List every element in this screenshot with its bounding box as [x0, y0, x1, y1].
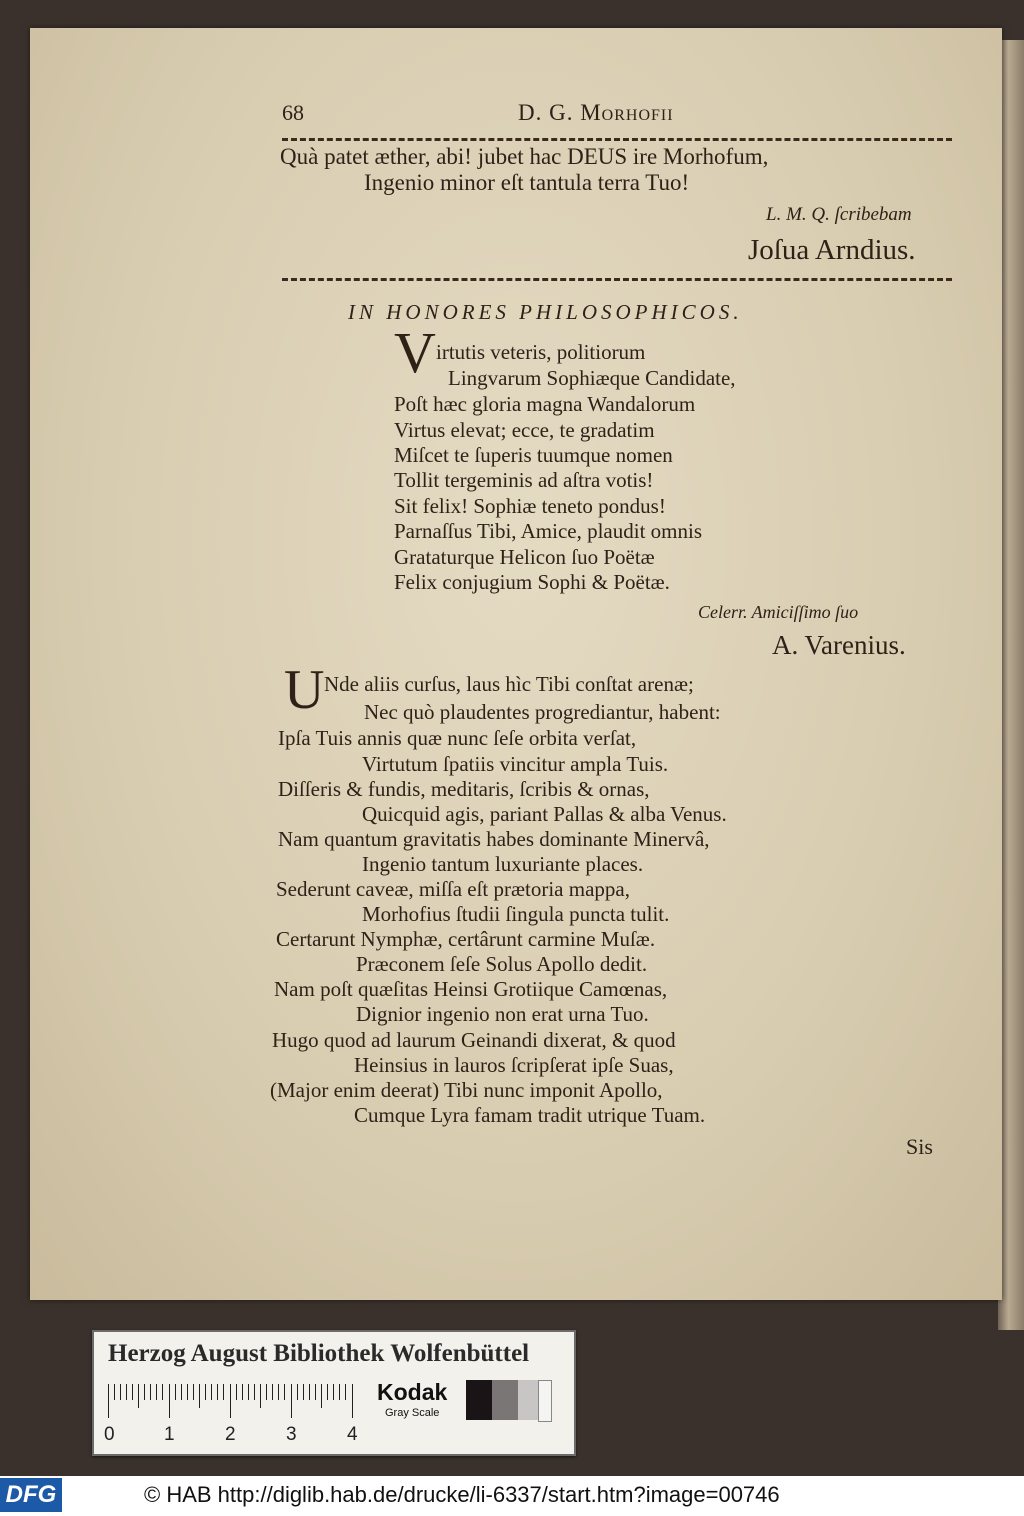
poem3-line-17: (Major enim deerat) Tibi nunc imponit Apollo, [270, 1078, 663, 1102]
poem2-line-3: Poſt hæc gloria magna Wandalorum [394, 392, 696, 416]
poem1-note: L. M. Q. ſcribebam [766, 204, 912, 225]
measuring-ruler [108, 1384, 358, 1418]
source-url[interactable]: © HAB http://diglib.hab.de/drucke/li-6337/start.htm?image=00746 [144, 1482, 780, 1507]
poem3-line-13: Nam poſt quæſitas Heinsi Grotiique Camœnas, [274, 977, 668, 1001]
poem3-line-1: Nde aliis curſus, laus hìc Tibi conſtat arenæ; [324, 672, 694, 696]
ruler-number-2: 2 [225, 1424, 236, 1445]
poem3-line-18: Cumque Lyra famam tradit utrique Tuam. [354, 1103, 706, 1127]
poem2-note: Celerr. Amiciſſimo ſuo [698, 602, 859, 622]
poem3-line-10: Morhofius ſtudii ſingula puncta tulit. [362, 902, 670, 926]
running-title: D. G. Morhofii [518, 100, 674, 125]
poem3-line-12: Præconem ſeſe Solus Apollo dedit. [356, 952, 648, 976]
poem3-line-11: Certarunt Nymphæ, certârunt carmine Muſæ. [276, 927, 656, 951]
dfg-logo: DFG [0, 1478, 62, 1512]
poem2-line-5: Miſcet te ſuperis tuumque nomen [394, 443, 673, 467]
gray-swatch-black [466, 1380, 492, 1420]
poem2-heading: IN HONORES PHILOSOPHICOS. [348, 300, 743, 324]
ruler-number-3: 3 [286, 1424, 297, 1445]
section-rule [282, 278, 952, 281]
poem2-line-6: Tollit tergeminis ad aſtra votis! [394, 468, 654, 492]
poem2-line-2: Lingvarum Sophiæque Candidate, [448, 366, 736, 390]
ruler-number-4: 4 [347, 1424, 358, 1445]
poem3-line-9: Sederunt caveæ, miſſa eſt prætoria mappa, [276, 877, 630, 901]
poem1-line-2: Ingenio minor eſt tantula terra Tuo! [364, 170, 690, 195]
book-page [30, 28, 1002, 1300]
poem2-line-1: irtutis veteris, politiorum [436, 340, 646, 364]
catchword: Sis [906, 1134, 933, 1159]
gray-scale-label: Gray Scale [385, 1407, 440, 1419]
poem3-line-4: Virtutum ſpatiis vincitur ampla Tuis. [362, 752, 669, 776]
poem3-line-15: Hugo quod ad laurum Geinandi dixerat, & quod [272, 1028, 676, 1052]
poem2-line-4: Virtus elevat; ecce, te gradatim [394, 418, 655, 442]
poem2-line-9: Grataturque Helicon ſuo Poëtæ [394, 545, 655, 569]
poem1-line-1: Quà patet æther, abi! jubet hac DEUS ire Morhofum, [280, 144, 769, 169]
gray-swatch-mid [518, 1380, 538, 1420]
poem2-line-8: Parnaſſus Tibi, Amice, plaudit omnis [394, 519, 703, 543]
library-name: Herzog August Bibliothek Wolfenbüttel [108, 1340, 530, 1367]
poem2-line-7: Sit felix! Sophiæ teneto pondus! [394, 494, 666, 518]
poem2-dropcap: V [394, 320, 436, 385]
poem1-author: Joſua Arndius. [748, 234, 916, 266]
poem3-dropcap: U [284, 659, 325, 721]
poem3-line-16: Heinsius in lauros ſcripſerat ipſe Suas, [354, 1053, 674, 1077]
ruler-number-1: 1 [164, 1424, 175, 1445]
poem3-line-5: Diſſeris & fundis, meditaris, ſcribis & ornas, [278, 777, 650, 801]
poem2-line-10: Felix conjugium Sophi & Poëtæ. [394, 570, 670, 594]
kodak-logo: Kodak [377, 1379, 448, 1405]
poem3-line-6: Quicquid agis, pariant Pallas & alba Venus. [362, 802, 727, 826]
poem3-line-14: Dignior ingenio non erat urna Tuo. [356, 1002, 649, 1026]
gray-swatch-white [538, 1380, 552, 1422]
page-number: 68 [282, 100, 304, 125]
poem3-line-3: Ipſa Tuis annis quæ nunc ſeſe orbita verſat, [278, 726, 637, 750]
poem3-line-8: Ingenio tantum luxuriante places. [362, 852, 644, 876]
gray-swatch-dark [492, 1380, 518, 1420]
header-rule [282, 138, 952, 141]
poem3-line-7: Nam quantum gravitatis habes dominante Minervâ, [278, 827, 710, 851]
ruler-number-0: 0 [104, 1424, 115, 1445]
poem3-line-2: Nec quò plaudentes progrediantur, habent: [364, 700, 721, 724]
reference-card [92, 1330, 576, 1456]
poem2-author: A. Varenius. [772, 630, 906, 660]
